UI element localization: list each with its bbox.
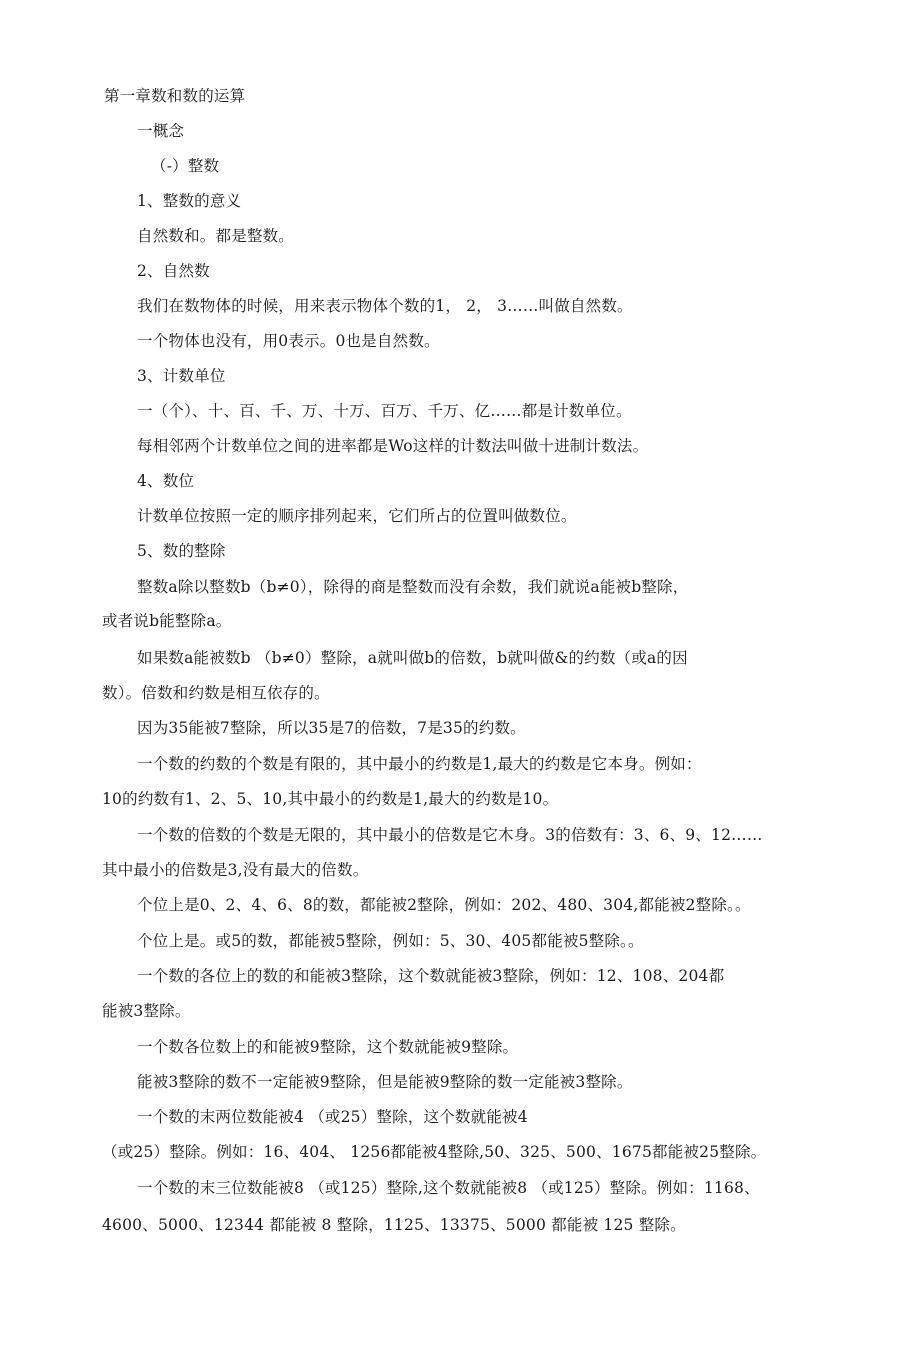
paragraph-line: 能被3整除的数不一定能被9整除，但是能被9整除的数一定能被3整除。	[137, 1073, 633, 1091]
paragraph-line: 一个数的末三位数能被8 （或125）整除,这个数就能被8 （或125）整除。例如：1168、	[137, 1179, 760, 1197]
paragraph-line: 其中最小的倍数是3,没有最大的倍数。	[102, 861, 369, 879]
item-heading: 1、整数的意义	[137, 192, 242, 210]
paragraph-line: 我们在数物体的时候，用来表示物体个数的1， 2， 3……叫做自然数。	[137, 297, 633, 315]
item-heading: 5、数的整除	[137, 542, 226, 560]
subsection-heading: （-）整数	[151, 157, 220, 175]
paragraph-line: 数）。倍数和约数是相互依存的。	[102, 684, 330, 702]
chapter-title: 第一章数和数的运算	[104, 87, 246, 105]
paragraph-line: 因为35能被7整除，所以35是7的倍数，7是35的约数。	[137, 719, 526, 737]
paragraph-line: 一（个）、十、百、千、万、十万、百万、千万、亿……都是计数单位。	[137, 402, 632, 420]
paragraph-line: 一个数的各位上的数的和能被3整除，这个数就能被3整除，例如：12、108、204都	[137, 967, 725, 985]
paragraph-line: 计数单位按照一定的顺序排列起来，它们所占的位置叫做数位。	[137, 507, 577, 525]
item-heading: 2、自然数	[137, 262, 210, 280]
section-heading: 一概念	[137, 122, 185, 140]
paragraph-line: 每相邻两个计数单位之间的进率都是Wo这样的计数法叫做十进制计数法。	[137, 437, 649, 455]
paragraph-line: 一个数的约数的个数是有限的，其中最小的约数是1,最大的约数是它本身。例如：	[137, 755, 702, 773]
paragraph-line: 一个数各位数上的和能被9整除，这个数就能被9整除。	[137, 1038, 519, 1056]
paragraph-line: 如果数a能被数b （b≠0）整除，a就叫做b的倍数，b就叫做&的约数（或a的因	[137, 649, 688, 667]
item-heading: 4、数位	[137, 472, 195, 490]
paragraph-line: 一个数的末两位数能被4 （或25）整除，这个数就能被4	[137, 1108, 528, 1126]
paragraph-line: （或25）整除。例如：16、404、 1256都能被4整除,50、325、500、1675都能被25整除。	[102, 1143, 767, 1161]
paragraph-line: 自然数和。都是整数。	[137, 227, 295, 245]
paragraph-line: 个位上是0、2、4、6、8的数，都能被2整除，例如：202、480、304,都能被2整除。。	[137, 896, 751, 914]
item-heading: 3、计数单位	[137, 367, 226, 385]
paragraph-line: 10的约数有1、2、5、10,其中最小的约数是1,最大的约数是10。	[102, 790, 559, 808]
paragraph-line: 一个数的倍数的个数是无限的，其中最小的倍数是它木身。3的倍数有：3、6、9、12……	[137, 826, 763, 844]
paragraph-line: 4600、5000、12344 都能被 8 整除，1125、13375、5000 都能被 125 整除。	[102, 1216, 686, 1234]
paragraph-line: 个位上是。或5的数，都能被5整除，例如：5、30、405都能被5整除。。	[137, 932, 644, 950]
paragraph-line: 或者说b能整除a。	[102, 612, 232, 630]
paragraph-line: 整数a除以整数b（b≠0），除得的商是整数而没有余数，我们就说a能被b整除，	[137, 578, 689, 596]
paragraph-line: 一个物体也没有，用0表示。0也是自然数。	[137, 332, 440, 350]
paragraph-line: 能被3整除。	[102, 1002, 191, 1020]
